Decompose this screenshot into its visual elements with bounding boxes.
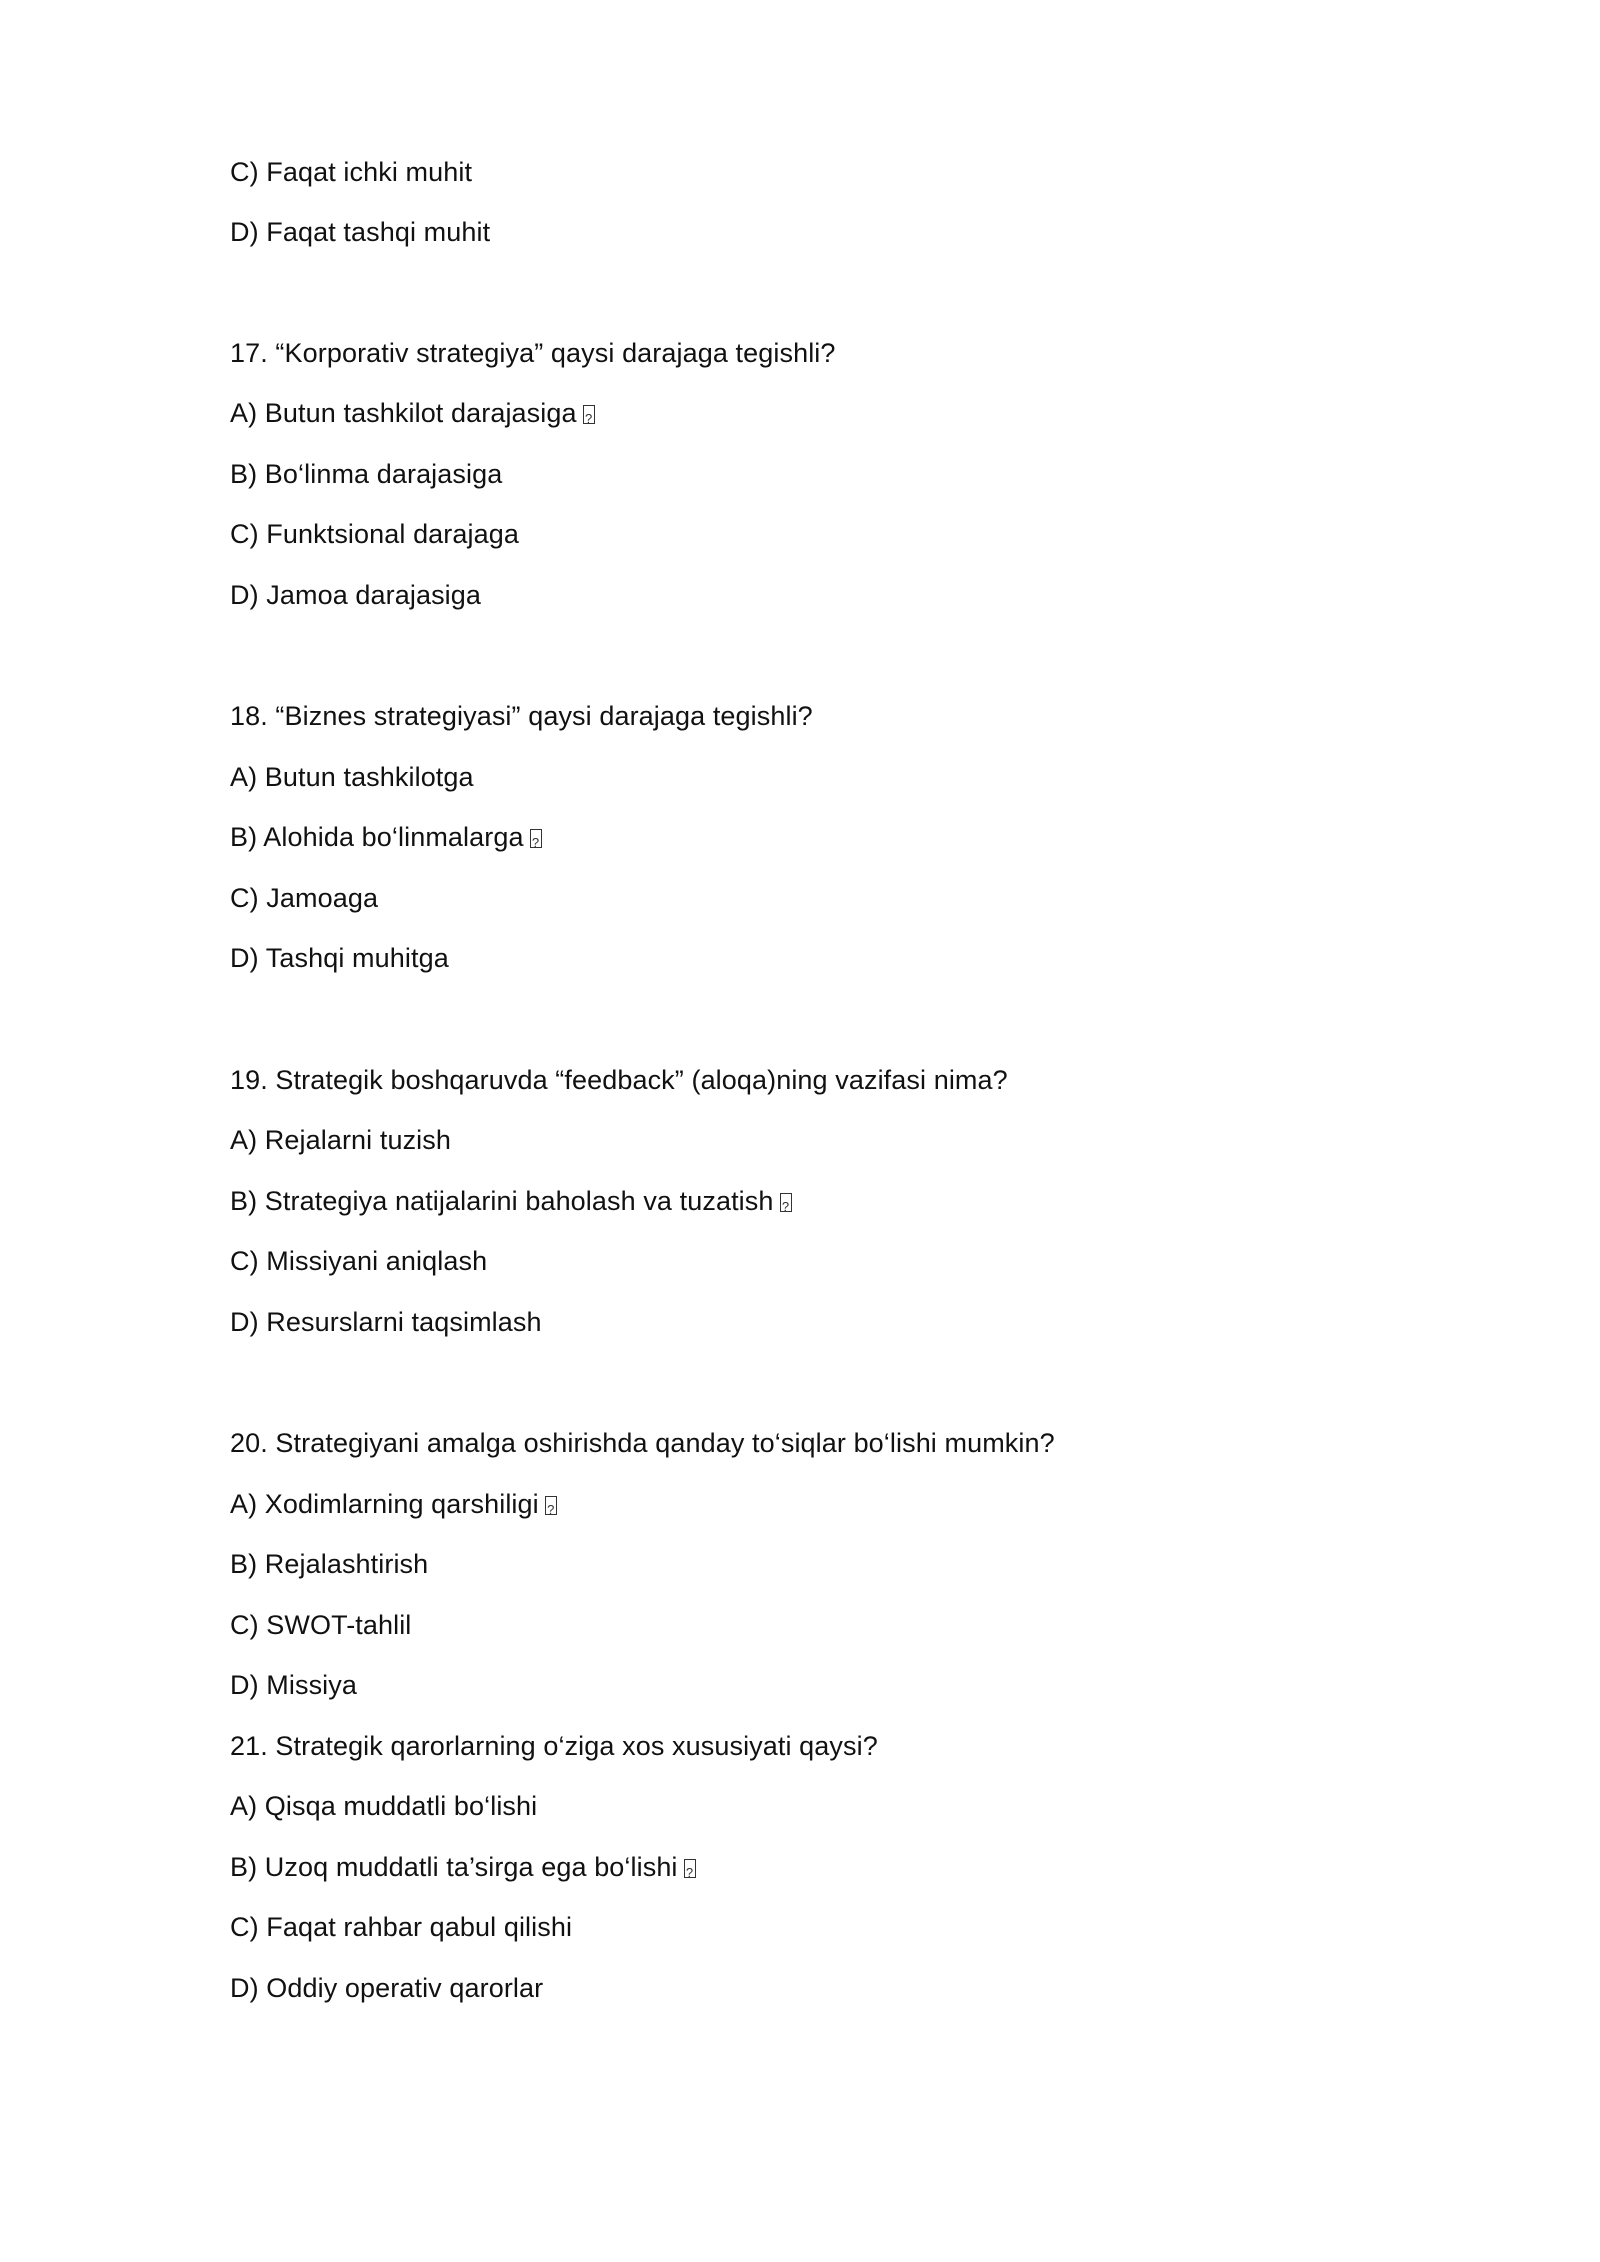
question-17	[230, 336, 836, 370]
option-19d	[230, 1305, 542, 1339]
question-text: 17. “Korporativ strategiya” qaysi darajaga tegishli?	[230, 338, 836, 368]
option-17c	[230, 517, 519, 551]
option-18c	[230, 881, 378, 915]
option-text: A) Butun tashkilot darajasiga	[230, 398, 577, 428]
question-text: 21. Strategik qarorlarning o‘ziga xos xususiyati qaysi?	[230, 1731, 878, 1761]
option-text: D) Resurslarni taqsimlash	[230, 1307, 542, 1337]
option-text: D) Oddiy operativ qarorlar	[230, 1973, 544, 2003]
option-19b	[230, 1184, 792, 1218]
answer-mark-icon	[530, 829, 542, 848]
question-text: 18. “Biznes strategiyasi” qaysi darajaga tegishli?	[230, 701, 813, 731]
option-20b	[230, 1547, 428, 1581]
question-18	[230, 699, 813, 733]
option-text: B) Strategiya natijalarini baholash va tuzatish	[230, 1186, 774, 1216]
option-21a	[230, 1789, 537, 1823]
option-19a	[230, 1123, 451, 1157]
option-19c	[230, 1244, 487, 1278]
option-text: B) Uzoq muddatli ta’sirga ega bo‘lishi	[230, 1852, 678, 1882]
question-19	[230, 1063, 1008, 1097]
option-20c	[230, 1608, 411, 1642]
answer-mark-icon	[684, 1859, 696, 1878]
option-18d	[230, 941, 449, 975]
option-text: C) Jamoaga	[230, 883, 379, 913]
answer-mark-icon	[583, 405, 595, 424]
option-text: B) Alohida bo‘linmalarga	[230, 822, 524, 852]
option-text: D) Tashqi muhitga	[230, 943, 449, 973]
option-21b	[230, 1850, 696, 1884]
option-text: D) Faqat tashqi muhit	[230, 217, 491, 247]
option-text: B) Bo‘linma darajasiga	[230, 459, 503, 489]
option-text: A) Qisqa muddatli bo‘lishi	[230, 1791, 538, 1821]
option-17b	[230, 457, 502, 491]
question-text: 20. Strategiyani amalga oshirishda qanday to‘siqlar bo‘lishi mumkin?	[230, 1428, 1055, 1458]
option-text: C) Missiyani aniqlash	[230, 1246, 488, 1276]
option-17a	[230, 396, 595, 430]
option-17d	[230, 578, 481, 612]
option-text: C) SWOT-tahlil	[230, 1610, 412, 1640]
option-text: A) Xodimlarning qarshiligi	[230, 1489, 539, 1519]
option-text: D) Jamoa darajasiga	[230, 580, 482, 610]
option-text: C) Faqat ichki muhit	[230, 157, 473, 187]
option-18a	[230, 760, 474, 794]
option-18b	[230, 820, 542, 854]
option-21d	[230, 1971, 543, 2005]
question-21	[230, 1729, 878, 1763]
option-16c	[230, 155, 472, 189]
option-text: C) Funktsional darajaga	[230, 519, 519, 549]
answer-mark-icon	[545, 1496, 557, 1515]
option-text: A) Rejalarni tuzish	[230, 1125, 451, 1155]
option-text: C) Faqat rahbar qabul qilishi	[230, 1912, 573, 1942]
option-21c	[230, 1910, 572, 1944]
option-text: B) Rejalashtirish	[230, 1549, 429, 1579]
answer-mark-icon	[780, 1193, 792, 1212]
question-20	[230, 1426, 1055, 1460]
option-20d	[230, 1668, 357, 1702]
option-text: A) Butun tashkilotga	[230, 762, 474, 792]
option-text: D) Missiya	[230, 1670, 357, 1700]
option-20a	[230, 1487, 557, 1521]
question-text: 19. Strategik boshqaruvda “feedback” (aloqa)ning vazifasi nima?	[230, 1065, 1008, 1095]
option-16d	[230, 215, 490, 249]
